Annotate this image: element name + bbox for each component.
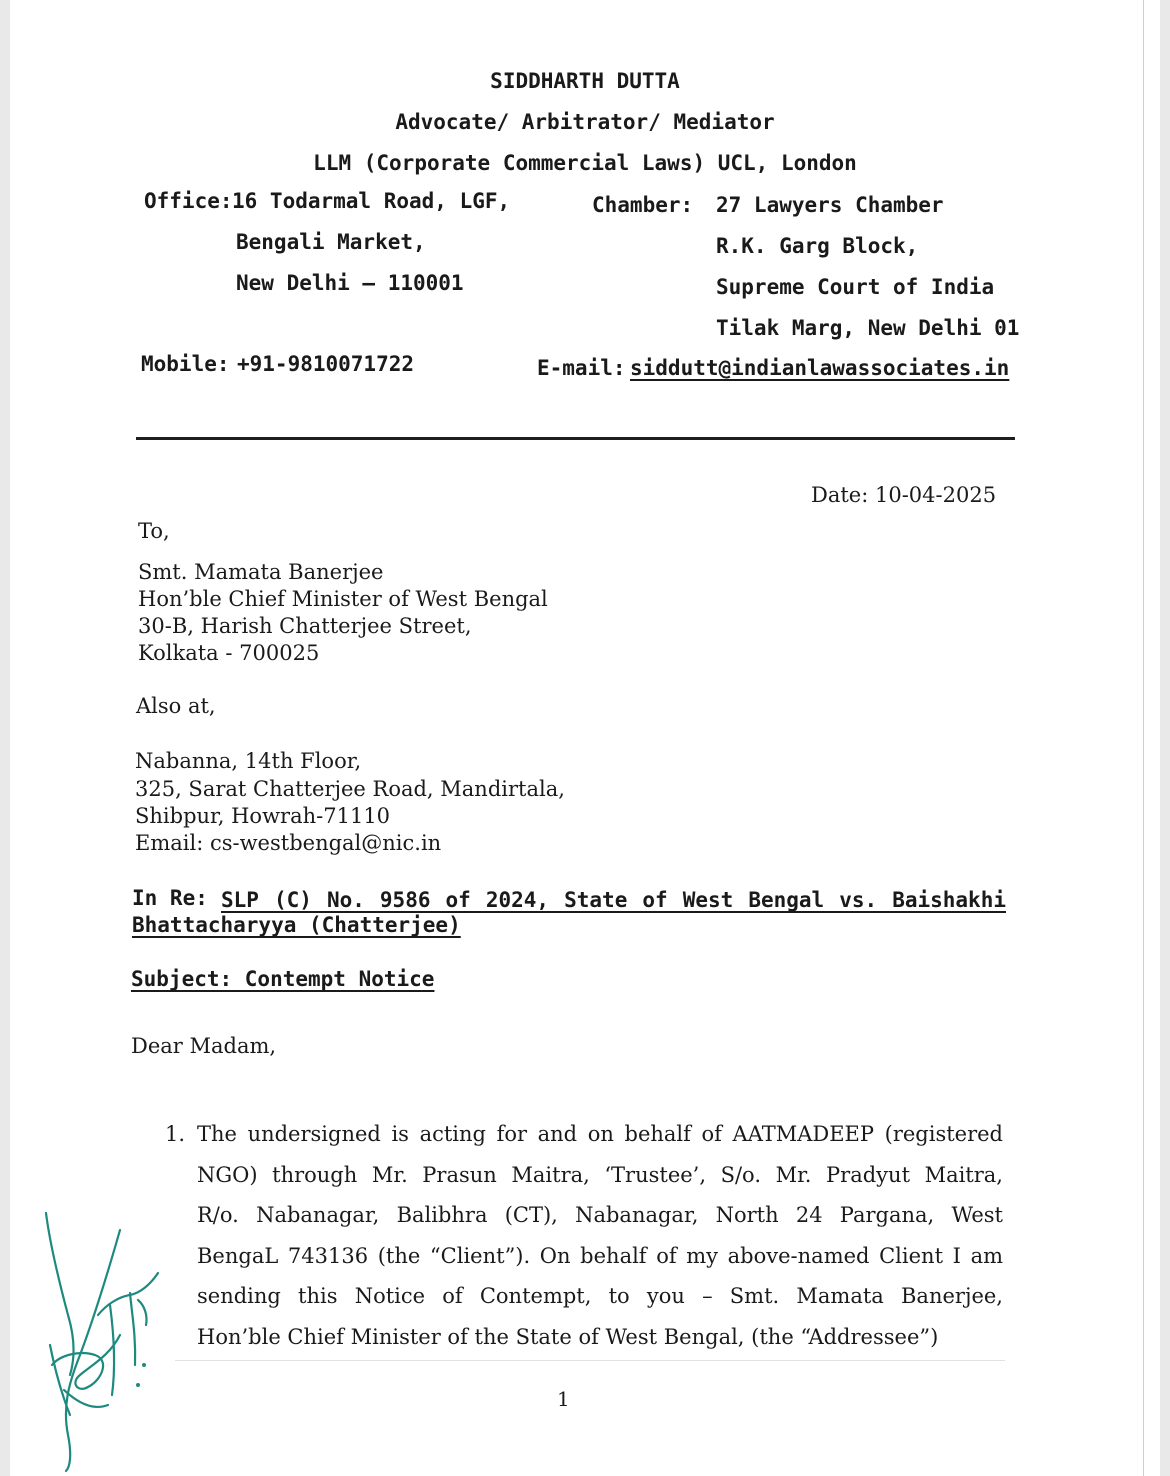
email-label: E-mail: [537,356,626,380]
to-label: To, [138,519,170,543]
paragraph-number: 1. [165,1122,186,1146]
alt-address-line-2: 325, Sarat Chatterjee Road, Mandirtala, [135,777,565,801]
page-number: 1 [557,1387,570,1411]
advocate-name: SIDDHARTH DUTTA [490,69,680,93]
office-line-1: 16 Todarmal Road, LGF, [232,189,511,213]
advocate-qualification: LLM (Corporate Commercial Laws) UCL, London [313,151,857,175]
paragraph-1 [197,1114,1003,1357]
in-re-case-line-2: Bhattacharyya (Chatterjee) [132,913,461,937]
paragraph-line-3: R/o. Nabanagar, Balibhra (CT), Nabanagar, North 24 Pargana, West [197,1203,1003,1227]
paragraph-line-4: BengaL 743136 (the “Client”). On behalf of my above-named Client I am [197,1243,1003,1268]
subject-line: Subject: Contempt Notice [131,967,435,991]
faint-divider [175,1360,1005,1361]
alt-address-line-4: Email: cs-westbengal@nic.in [135,831,442,855]
paragraph-line-5: sending this Notice of Contempt, to you – Smt. Mamata Banerjee, [197,1284,1003,1308]
addressee-line-3: 30-B, Harish Chatterjee Street, [138,614,472,638]
advocate-designation: Advocate/ Arbitrator/ Mediator [395,110,775,134]
chamber-line-3: Supreme Court of India [716,275,995,299]
greeting: Dear Madam, [131,1034,277,1058]
in-re-label: In Re: [132,886,208,910]
alt-address-line-3: Shibpur, Howrah-71110 [135,804,391,828]
chamber-line-4: Tilak Marg, New Delhi 01 [716,316,1020,340]
letter-date: Date: 10-04-2025 [811,483,997,507]
chamber-line-2: R.K. Garg Block, [716,234,919,258]
handwritten-signature [40,1205,170,1475]
chamber-line-1: 27 Lawyers Chamber [716,193,944,217]
office-line-2: Bengali Market, [236,230,426,254]
mobile-label: Mobile: [141,352,230,376]
addressee-line-1: Smt. Mamata Banerjee [138,560,384,584]
page-edge [1143,0,1144,1476]
addressee-line-4: Kolkata - 700025 [138,641,320,665]
chamber-label: Chamber: [592,193,694,217]
alt-address-line-1: Nabanna, 14th Floor, [135,749,362,773]
letterhead-divider [136,437,1015,440]
paragraph-line-2: NGO) through Mr. Prasun Maitra, ‘Trustee’, S/o. Mr. Pradyut Maitra, [197,1162,1003,1187]
paragraph-line-1: The undersigned is acting for and on behalf of AATMADEEP (registered [197,1122,1003,1146]
addressee-line-2: Hon’ble Chief Minister of West Bengal [138,587,548,611]
paragraph-line-6: Hon’ble Chief Minister of the State of West Bengal, (the “Addressee”) [197,1324,939,1349]
office-label: Office: [144,189,233,213]
mobile-number: +91-9810071722 [237,352,415,376]
office-line-3: New Delhi – 110001 [236,271,464,295]
email-link[interactable]: siddutt@indianlawassociates.in [630,356,1010,380]
in-re-case-line-1: SLP (C) No. 9586 of 2024, State of West Bengal vs. Baishakhi [221,888,1006,912]
also-at-label: Also at, [136,694,216,718]
